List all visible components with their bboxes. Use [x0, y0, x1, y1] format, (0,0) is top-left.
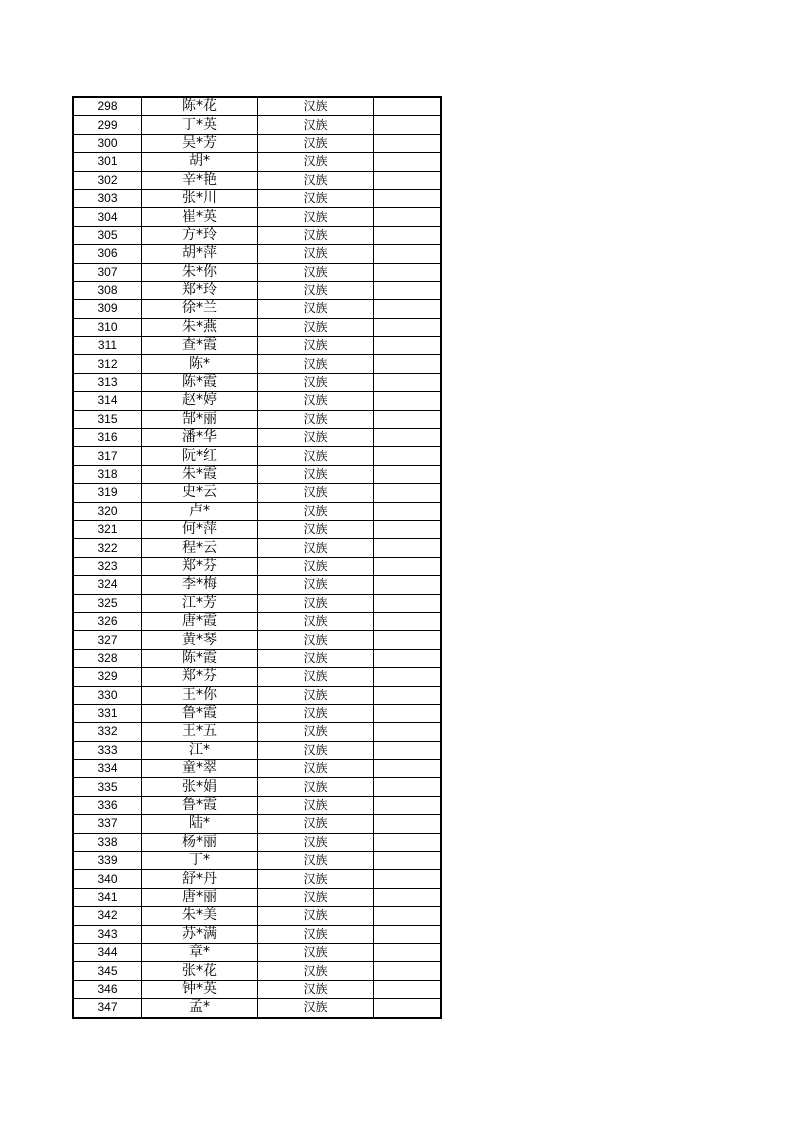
name-cell: 崔*英	[142, 208, 258, 226]
name-cell: 陈*霞	[142, 373, 258, 391]
table-row	[73, 704, 441, 722]
name-cell: 卢*	[142, 502, 258, 520]
blank-cell	[374, 171, 442, 189]
ethnicity-cell: 汉族	[258, 594, 374, 612]
ethnicity-cell: 汉族	[258, 888, 374, 906]
name-cell: 苏*满	[142, 925, 258, 943]
blank-cell	[374, 318, 442, 336]
ethnicity-cell: 汉族	[258, 153, 374, 171]
blank-cell	[374, 962, 442, 980]
blank-cell	[374, 760, 442, 778]
blank-cell	[374, 226, 442, 244]
blank-cell	[374, 337, 442, 355]
row-number-cell: 299	[73, 116, 142, 134]
name-cell: 李*梅	[142, 576, 258, 594]
name-cell: 查*霞	[142, 337, 258, 355]
table-row	[73, 189, 441, 207]
ethnicity-cell: 汉族	[258, 520, 374, 538]
name-cell: 孟*	[142, 999, 258, 1018]
name-cell: 史*云	[142, 484, 258, 502]
table-row	[73, 815, 441, 833]
table-row	[73, 925, 441, 943]
name-cell: 郜*丽	[142, 410, 258, 428]
row-number-cell: 346	[73, 980, 142, 998]
ethnicity-cell: 汉族	[258, 116, 374, 134]
row-number-cell: 306	[73, 245, 142, 263]
blank-cell	[374, 116, 442, 134]
table-row	[73, 649, 441, 667]
row-number-cell: 302	[73, 171, 142, 189]
blank-cell	[374, 502, 442, 520]
ethnicity-cell: 汉族	[258, 410, 374, 428]
blank-cell	[374, 153, 442, 171]
blank-cell	[374, 245, 442, 263]
ethnicity-cell: 汉族	[258, 741, 374, 759]
table-row	[73, 226, 441, 244]
ethnicity-cell: 汉族	[258, 980, 374, 998]
name-cell: 杨*丽	[142, 833, 258, 851]
name-cell: 郑*玲	[142, 281, 258, 299]
ethnicity-cell: 汉族	[258, 704, 374, 722]
table-row	[73, 263, 441, 281]
blank-cell	[374, 134, 442, 152]
table-row	[73, 116, 441, 134]
row-number-cell: 340	[73, 870, 142, 888]
ethnicity-cell: 汉族	[258, 392, 374, 410]
table-row	[73, 502, 441, 520]
row-number-cell: 313	[73, 373, 142, 391]
name-cell: 朱*你	[142, 263, 258, 281]
ethnicity-cell: 汉族	[258, 557, 374, 575]
row-number-cell: 337	[73, 815, 142, 833]
name-cell: 江*芳	[142, 594, 258, 612]
roster-table-body	[73, 97, 441, 1018]
name-cell: 王*五	[142, 723, 258, 741]
table-row	[73, 153, 441, 171]
name-cell: 鲁*霞	[142, 704, 258, 722]
blank-cell	[374, 300, 442, 318]
table-row	[73, 171, 441, 189]
ethnicity-cell: 汉族	[258, 649, 374, 667]
row-number-cell: 301	[73, 153, 142, 171]
ethnicity-cell: 汉族	[258, 962, 374, 980]
blank-cell	[374, 410, 442, 428]
blank-cell	[374, 539, 442, 557]
blank-cell	[374, 815, 442, 833]
ethnicity-cell: 汉族	[258, 907, 374, 925]
table-row	[73, 429, 441, 447]
ethnicity-cell: 汉族	[258, 686, 374, 704]
blank-cell	[374, 943, 442, 961]
name-cell: 张*娟	[142, 778, 258, 796]
blank-cell	[374, 557, 442, 575]
ethnicity-cell: 汉族	[258, 208, 374, 226]
ethnicity-cell: 汉族	[258, 429, 374, 447]
table-row	[73, 300, 441, 318]
row-number-cell: 342	[73, 907, 142, 925]
blank-cell	[374, 465, 442, 483]
name-cell: 朱*美	[142, 907, 258, 925]
table-row	[73, 888, 441, 906]
ethnicity-cell: 汉族	[258, 723, 374, 741]
table-row	[73, 355, 441, 373]
table-row	[73, 907, 441, 925]
row-number-cell: 320	[73, 502, 142, 520]
row-number-cell: 327	[73, 631, 142, 649]
ethnicity-cell: 汉族	[258, 852, 374, 870]
table-row	[73, 999, 441, 1018]
name-cell: 何*萍	[142, 520, 258, 538]
row-number-cell: 318	[73, 465, 142, 483]
table-row	[73, 208, 441, 226]
table-row	[73, 980, 441, 998]
ethnicity-cell: 汉族	[258, 189, 374, 207]
blank-cell	[374, 778, 442, 796]
row-number-cell: 308	[73, 281, 142, 299]
blank-cell	[374, 888, 442, 906]
table-row	[73, 410, 441, 428]
blank-cell	[374, 355, 442, 373]
row-number-cell: 315	[73, 410, 142, 428]
table-row	[73, 760, 441, 778]
blank-cell	[374, 263, 442, 281]
table-row	[73, 962, 441, 980]
table-row	[73, 373, 441, 391]
ethnicity-cell: 汉族	[258, 300, 374, 318]
table-row	[73, 539, 441, 557]
table-row	[73, 686, 441, 704]
blank-cell	[374, 576, 442, 594]
row-number-cell: 316	[73, 429, 142, 447]
ethnicity-cell: 汉族	[258, 796, 374, 814]
name-cell: 方*玲	[142, 226, 258, 244]
name-cell: 胡*	[142, 153, 258, 171]
name-cell: 陈*	[142, 355, 258, 373]
name-cell: 钟*英	[142, 980, 258, 998]
blank-cell	[374, 999, 442, 1018]
name-cell: 江*	[142, 741, 258, 759]
row-number-cell: 332	[73, 723, 142, 741]
name-cell: 舒*丹	[142, 870, 258, 888]
ethnicity-cell: 汉族	[258, 815, 374, 833]
blank-cell	[374, 189, 442, 207]
blank-cell	[374, 208, 442, 226]
table-row	[73, 943, 441, 961]
table-row	[73, 833, 441, 851]
table-row	[73, 557, 441, 575]
row-number-cell: 336	[73, 796, 142, 814]
row-number-cell: 325	[73, 594, 142, 612]
ethnicity-cell: 汉族	[258, 668, 374, 686]
ethnicity-cell: 汉族	[258, 226, 374, 244]
name-cell: 阮*红	[142, 447, 258, 465]
name-cell: 陈*花	[142, 97, 258, 116]
name-cell: 程*云	[142, 539, 258, 557]
row-number-cell: 323	[73, 557, 142, 575]
ethnicity-cell: 汉族	[258, 833, 374, 851]
row-number-cell: 326	[73, 612, 142, 630]
row-number-cell: 338	[73, 833, 142, 851]
blank-cell	[374, 925, 442, 943]
name-cell: 黄*琴	[142, 631, 258, 649]
table-row	[73, 520, 441, 538]
row-number-cell: 312	[73, 355, 142, 373]
name-cell: 潘*华	[142, 429, 258, 447]
name-cell: 唐*霞	[142, 612, 258, 630]
table-row	[73, 631, 441, 649]
ethnicity-cell: 汉族	[258, 97, 374, 116]
blank-cell	[374, 668, 442, 686]
ethnicity-cell: 汉族	[258, 539, 374, 557]
name-cell: 胡*萍	[142, 245, 258, 263]
row-number-cell: 311	[73, 337, 142, 355]
blank-cell	[374, 392, 442, 410]
name-cell: 辛*艳	[142, 171, 258, 189]
name-cell: 郑*芬	[142, 668, 258, 686]
table-row	[73, 870, 441, 888]
blank-cell	[374, 980, 442, 998]
row-number-cell: 328	[73, 649, 142, 667]
table-row	[73, 723, 441, 741]
table-row	[73, 852, 441, 870]
ethnicity-cell: 汉族	[258, 631, 374, 649]
ethnicity-cell: 汉族	[258, 134, 374, 152]
row-number-cell: 341	[73, 888, 142, 906]
name-cell: 王*你	[142, 686, 258, 704]
table-row	[73, 594, 441, 612]
row-number-cell: 330	[73, 686, 142, 704]
row-number-cell: 324	[73, 576, 142, 594]
table-row	[73, 484, 441, 502]
blank-cell	[374, 447, 442, 465]
table-row	[73, 337, 441, 355]
roster-table	[72, 96, 442, 1019]
ethnicity-cell: 汉族	[258, 373, 374, 391]
name-cell: 陆*	[142, 815, 258, 833]
row-number-cell: 347	[73, 999, 142, 1018]
row-number-cell: 309	[73, 300, 142, 318]
blank-cell	[374, 796, 442, 814]
blank-cell	[374, 649, 442, 667]
table-row	[73, 668, 441, 686]
blank-cell	[374, 741, 442, 759]
name-cell: 鲁*霞	[142, 796, 258, 814]
ethnicity-cell: 汉族	[258, 355, 374, 373]
ethnicity-cell: 汉族	[258, 484, 374, 502]
blank-cell	[374, 686, 442, 704]
name-cell: 章*	[142, 943, 258, 961]
name-cell: 丁*	[142, 852, 258, 870]
row-number-cell: 344	[73, 943, 142, 961]
row-number-cell: 334	[73, 760, 142, 778]
name-cell: 童*翠	[142, 760, 258, 778]
blank-cell	[374, 907, 442, 925]
row-number-cell: 331	[73, 704, 142, 722]
row-number-cell: 298	[73, 97, 142, 116]
row-number-cell: 321	[73, 520, 142, 538]
blank-cell	[374, 704, 442, 722]
name-cell: 吴*芳	[142, 134, 258, 152]
row-number-cell: 304	[73, 208, 142, 226]
blank-cell	[374, 852, 442, 870]
table-row	[73, 134, 441, 152]
table-row	[73, 97, 441, 116]
table-row	[73, 245, 441, 263]
row-number-cell: 329	[73, 668, 142, 686]
row-number-cell: 319	[73, 484, 142, 502]
ethnicity-cell: 汉族	[258, 171, 374, 189]
table-row	[73, 741, 441, 759]
ethnicity-cell: 汉族	[258, 760, 374, 778]
table-row	[73, 281, 441, 299]
blank-cell	[374, 594, 442, 612]
ethnicity-cell: 汉族	[258, 943, 374, 961]
ethnicity-cell: 汉族	[258, 318, 374, 336]
row-number-cell: 310	[73, 318, 142, 336]
blank-cell	[374, 631, 442, 649]
table-row	[73, 576, 441, 594]
blank-cell	[374, 373, 442, 391]
blank-cell	[374, 612, 442, 630]
blank-cell	[374, 723, 442, 741]
ethnicity-cell: 汉族	[258, 337, 374, 355]
ethnicity-cell: 汉族	[258, 576, 374, 594]
ethnicity-cell: 汉族	[258, 870, 374, 888]
row-number-cell: 307	[73, 263, 142, 281]
row-number-cell: 300	[73, 134, 142, 152]
row-number-cell: 333	[73, 741, 142, 759]
ethnicity-cell: 汉族	[258, 502, 374, 520]
ethnicity-cell: 汉族	[258, 263, 374, 281]
name-cell: 赵*婷	[142, 392, 258, 410]
blank-cell	[374, 833, 442, 851]
table-row	[73, 778, 441, 796]
name-cell: 陈*霞	[142, 649, 258, 667]
ethnicity-cell: 汉族	[258, 281, 374, 299]
name-cell: 徐*兰	[142, 300, 258, 318]
row-number-cell: 314	[73, 392, 142, 410]
ethnicity-cell: 汉族	[258, 778, 374, 796]
ethnicity-cell: 汉族	[258, 925, 374, 943]
row-number-cell: 303	[73, 189, 142, 207]
name-cell: 张*川	[142, 189, 258, 207]
row-number-cell: 322	[73, 539, 142, 557]
ethnicity-cell: 汉族	[258, 245, 374, 263]
name-cell: 朱*燕	[142, 318, 258, 336]
table-row	[73, 392, 441, 410]
table-row	[73, 465, 441, 483]
blank-cell	[374, 97, 442, 116]
name-cell: 张*花	[142, 962, 258, 980]
blank-cell	[374, 281, 442, 299]
table-row	[73, 796, 441, 814]
table-row	[73, 318, 441, 336]
row-number-cell: 343	[73, 925, 142, 943]
ethnicity-cell: 汉族	[258, 447, 374, 465]
ethnicity-cell: 汉族	[258, 999, 374, 1018]
name-cell: 朱*霞	[142, 465, 258, 483]
row-number-cell: 345	[73, 962, 142, 980]
row-number-cell: 317	[73, 447, 142, 465]
ethnicity-cell: 汉族	[258, 465, 374, 483]
ethnicity-cell: 汉族	[258, 612, 374, 630]
name-cell: 郑*芬	[142, 557, 258, 575]
blank-cell	[374, 520, 442, 538]
row-number-cell: 335	[73, 778, 142, 796]
table-row	[73, 612, 441, 630]
row-number-cell: 339	[73, 852, 142, 870]
blank-cell	[374, 870, 442, 888]
name-cell: 丁*英	[142, 116, 258, 134]
row-number-cell: 305	[73, 226, 142, 244]
blank-cell	[374, 429, 442, 447]
blank-cell	[374, 484, 442, 502]
name-cell: 唐*丽	[142, 888, 258, 906]
table-row	[73, 447, 441, 465]
